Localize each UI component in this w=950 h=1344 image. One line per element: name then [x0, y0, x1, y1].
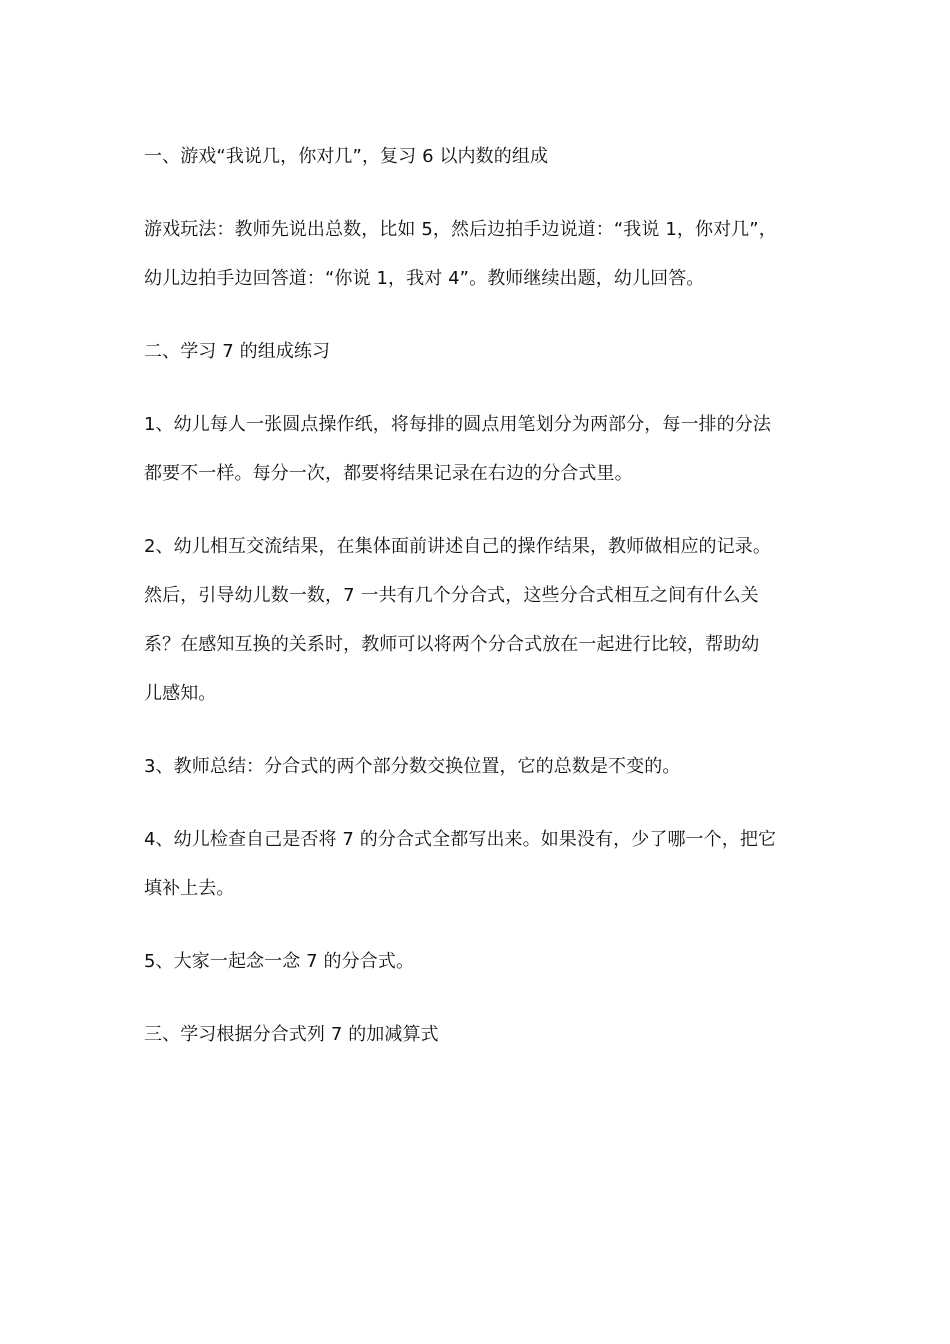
paragraph-gap	[144, 181, 824, 205]
paragraph-line: 4、幼儿检查自己是否将 7 的分合式全都写出来。如果没有，少了哪一个，把它	[144, 829, 777, 850]
paragraph-line: 2、幼儿相互交流结果，在集体面前讲述自己的操作结果，教师做相应的记录。	[144, 536, 771, 557]
heading-text: 一、游戏“我说几，你对几”，复习 6 以内数的组成	[144, 146, 549, 167]
paragraph-line: 幼儿边拍手边回答道：“你说 1，我对 4”。教师继续出题，幼儿回答。	[144, 268, 705, 289]
paragraph-gap	[144, 376, 824, 400]
heading-text: 三、学习根据分合式列 7 的加减算式	[144, 1024, 439, 1045]
paragraph-step-4	[144, 815, 824, 913]
paragraph-gap	[144, 986, 824, 1010]
paragraph-step-2	[144, 522, 824, 718]
paragraph-gap	[144, 791, 824, 815]
paragraph-gap	[144, 913, 824, 937]
paragraph-line: 都要不一样。每分一次，都要将结果记录在右边的分合式里。	[144, 463, 633, 484]
paragraph-gap	[144, 498, 824, 522]
paragraph-step-5	[144, 937, 824, 986]
document-body	[144, 132, 824, 1059]
heading-text: 二、学习 7 的组成练习	[144, 341, 331, 362]
paragraph-gap	[144, 718, 824, 742]
paragraph-line: 1、幼儿每人一张圆点操作纸，将每排的圆点用笔划分为两部分，每一排的分法	[144, 414, 771, 435]
paragraph-game-rules	[144, 205, 824, 303]
paragraph-gap	[144, 303, 824, 327]
paragraph-step-3	[144, 742, 824, 791]
paragraph-line: 系？在感知互换的关系时，教师可以将两个分合式放在一起进行比较，帮助幼	[144, 634, 760, 655]
paragraph-line: 3、教师总结：分合式的两个部分数交换位置，它的总数是不变的。	[144, 756, 681, 777]
paragraph-line: 填补上去。	[144, 878, 235, 899]
paragraph-line: 儿感知。	[144, 683, 217, 704]
paragraph-line: 游戏玩法：教师先说出总数，比如 5，然后边拍手边说道：“我说 1，你对几”，	[144, 219, 777, 240]
section-heading-1	[144, 132, 824, 181]
section-heading-2	[144, 327, 824, 376]
paragraph-line: 然后，引导幼儿数一数，7 一共有几个分合式，这些分合式相互之间有什么关	[144, 585, 759, 606]
paragraph-line: 5、大家一起念一念 7 的分合式。	[144, 951, 415, 972]
paragraph-step-1	[144, 400, 824, 498]
section-heading-3	[144, 1010, 824, 1059]
